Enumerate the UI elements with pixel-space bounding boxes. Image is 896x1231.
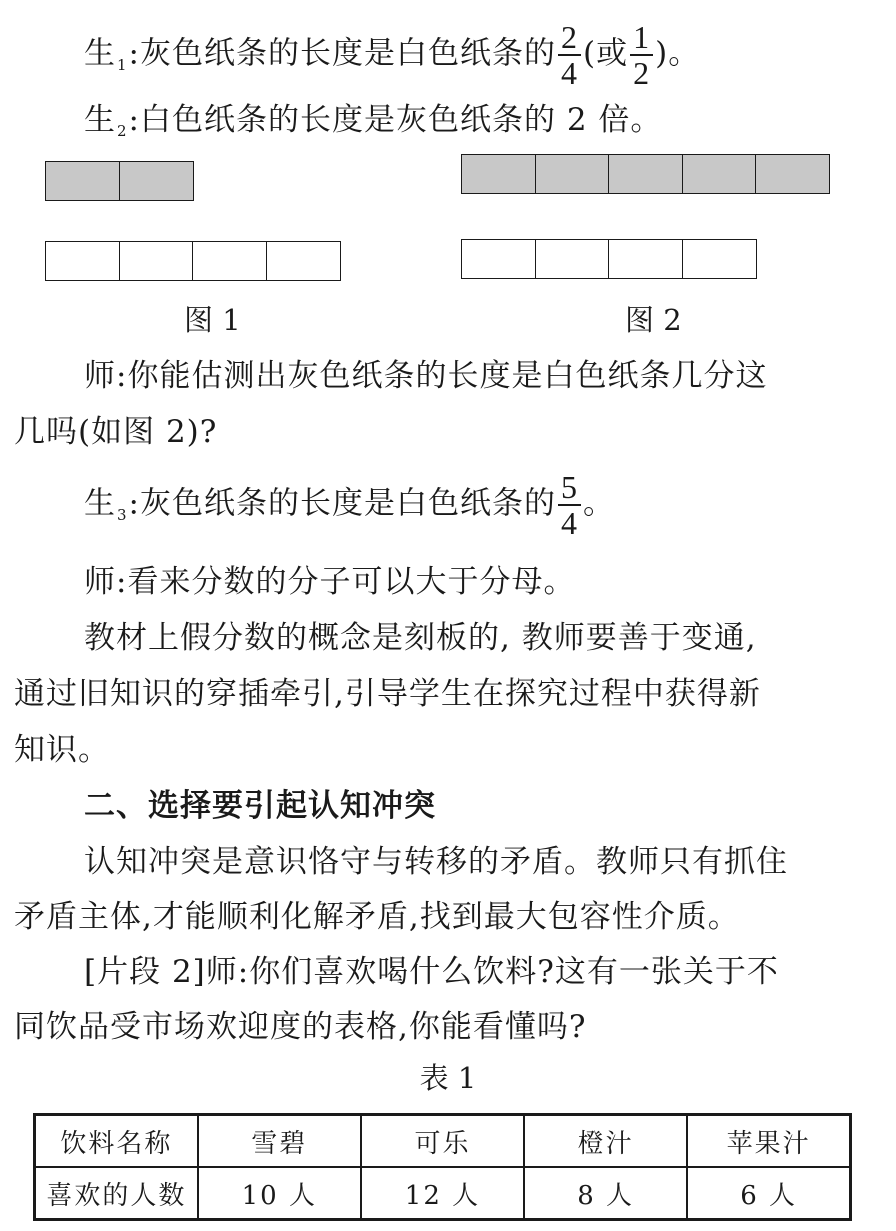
paragraph1-line1: 教材上假分数的概念是刻板的, 教师要善于变通, [84,620,757,656]
table-header-row [35,1115,851,1168]
figure2-white-strip [461,239,755,279]
student1-statement [84,20,700,95]
table-cell: 10 人 [198,1167,361,1220]
strip-cell [461,239,536,279]
paragraph1-line2: 通过旧知识的穿插牵引,引导学生在探究过程中获得新 [14,676,761,712]
teacher-remark: 师:看来分数的分子可以大于分母。 [84,564,576,600]
fraction-2-4 [558,20,581,90]
statement-text: :灰色纸条的长度是白色纸条的 [128,485,556,522]
strip-cell [535,239,610,279]
strip-cell [682,239,757,279]
fraction-numerator: 2 [558,20,581,56]
figure1-caption: 图 1 [184,303,241,337]
paragraph2-line1: 认知冲突是意识恪守与转移的矛盾。教师只有抓住 [84,844,788,880]
fraction-5-4 [558,470,581,540]
beverage-popularity-table [33,1113,852,1221]
fraction-numerator: 5 [558,470,581,506]
speaker-label: 生 [84,35,116,72]
fraction-denominator: 4 [561,55,578,91]
table-header-cell: 苹果汁 [687,1115,850,1168]
table-cell: 喜欢的人数 [35,1167,198,1220]
teacher-question-line1: 师:你能估测出灰色纸条的长度是白色纸条几分这 [84,358,768,394]
speaker-label: 生 [84,102,116,138]
strip-cell [682,154,757,194]
fraction-denominator: 2 [633,55,651,91]
table-header-cell: 饮料名称 [35,1115,198,1168]
fraction-denominator: 4 [561,505,578,541]
paragraph2-line2: 矛盾主体,才能顺利化解矛盾,找到最大包容性介质。 [14,899,740,935]
strip-cell [608,154,683,194]
fraction-1-2 [630,20,653,90]
figure2-gray-strip [461,154,829,194]
speaker-label: 生 [84,485,116,522]
statement-text: :灰色纸条的长度是白色纸条的 [128,35,556,72]
figure1-white-strip [45,241,339,281]
strip-cell [535,154,610,194]
strip-cell [192,241,267,281]
paragraph3-line2: 同饮品受市场欢迎度的表格,你能看懂吗? [14,1009,587,1045]
statement-text: (或 [583,35,629,72]
table-header-cell: 可乐 [361,1115,524,1168]
teacher-question-line2: 几吗(如图 2)? [14,414,218,450]
figure2-caption: 图 2 [625,303,682,337]
strip-cell [119,241,194,281]
table-row [35,1167,851,1220]
section-heading: 二、选择要引起认知冲突 [84,788,436,824]
speaker-subscript: 3 [117,505,128,524]
strip-cell [45,161,120,201]
statement-text: 。 [583,485,615,522]
table-cell: 6 人 [687,1167,850,1220]
table-header-cell: 雪碧 [198,1115,361,1168]
table-header-cell: 橙汁 [524,1115,687,1168]
paragraph1-line3: 知识。 [14,732,110,768]
student2-statement [84,100,662,151]
strip-cell [755,154,830,194]
table-cell: 8 人 [524,1167,687,1220]
speaker-subscript: 2 [117,122,128,140]
paragraph3-line1: [片段 2]师:你们喜欢喝什么饮料?这有一张关于不 [84,954,779,990]
strip-cell [461,154,536,194]
strip-cell [266,241,341,281]
statement-text: )。 [655,35,701,72]
table-cell: 12 人 [361,1167,524,1220]
strip-cell [45,241,120,281]
strip-cell [608,239,683,279]
speaker-subscript: 1 [117,55,128,74]
statement-text: :白色纸条的长度是灰色纸条的 2 倍。 [128,102,663,138]
figure1-gray-strip [45,161,192,201]
table-caption: 表 1 [419,1061,477,1095]
strip-cell [119,161,194,201]
fraction-numerator: 1 [630,20,653,56]
student3-statement [84,470,615,545]
